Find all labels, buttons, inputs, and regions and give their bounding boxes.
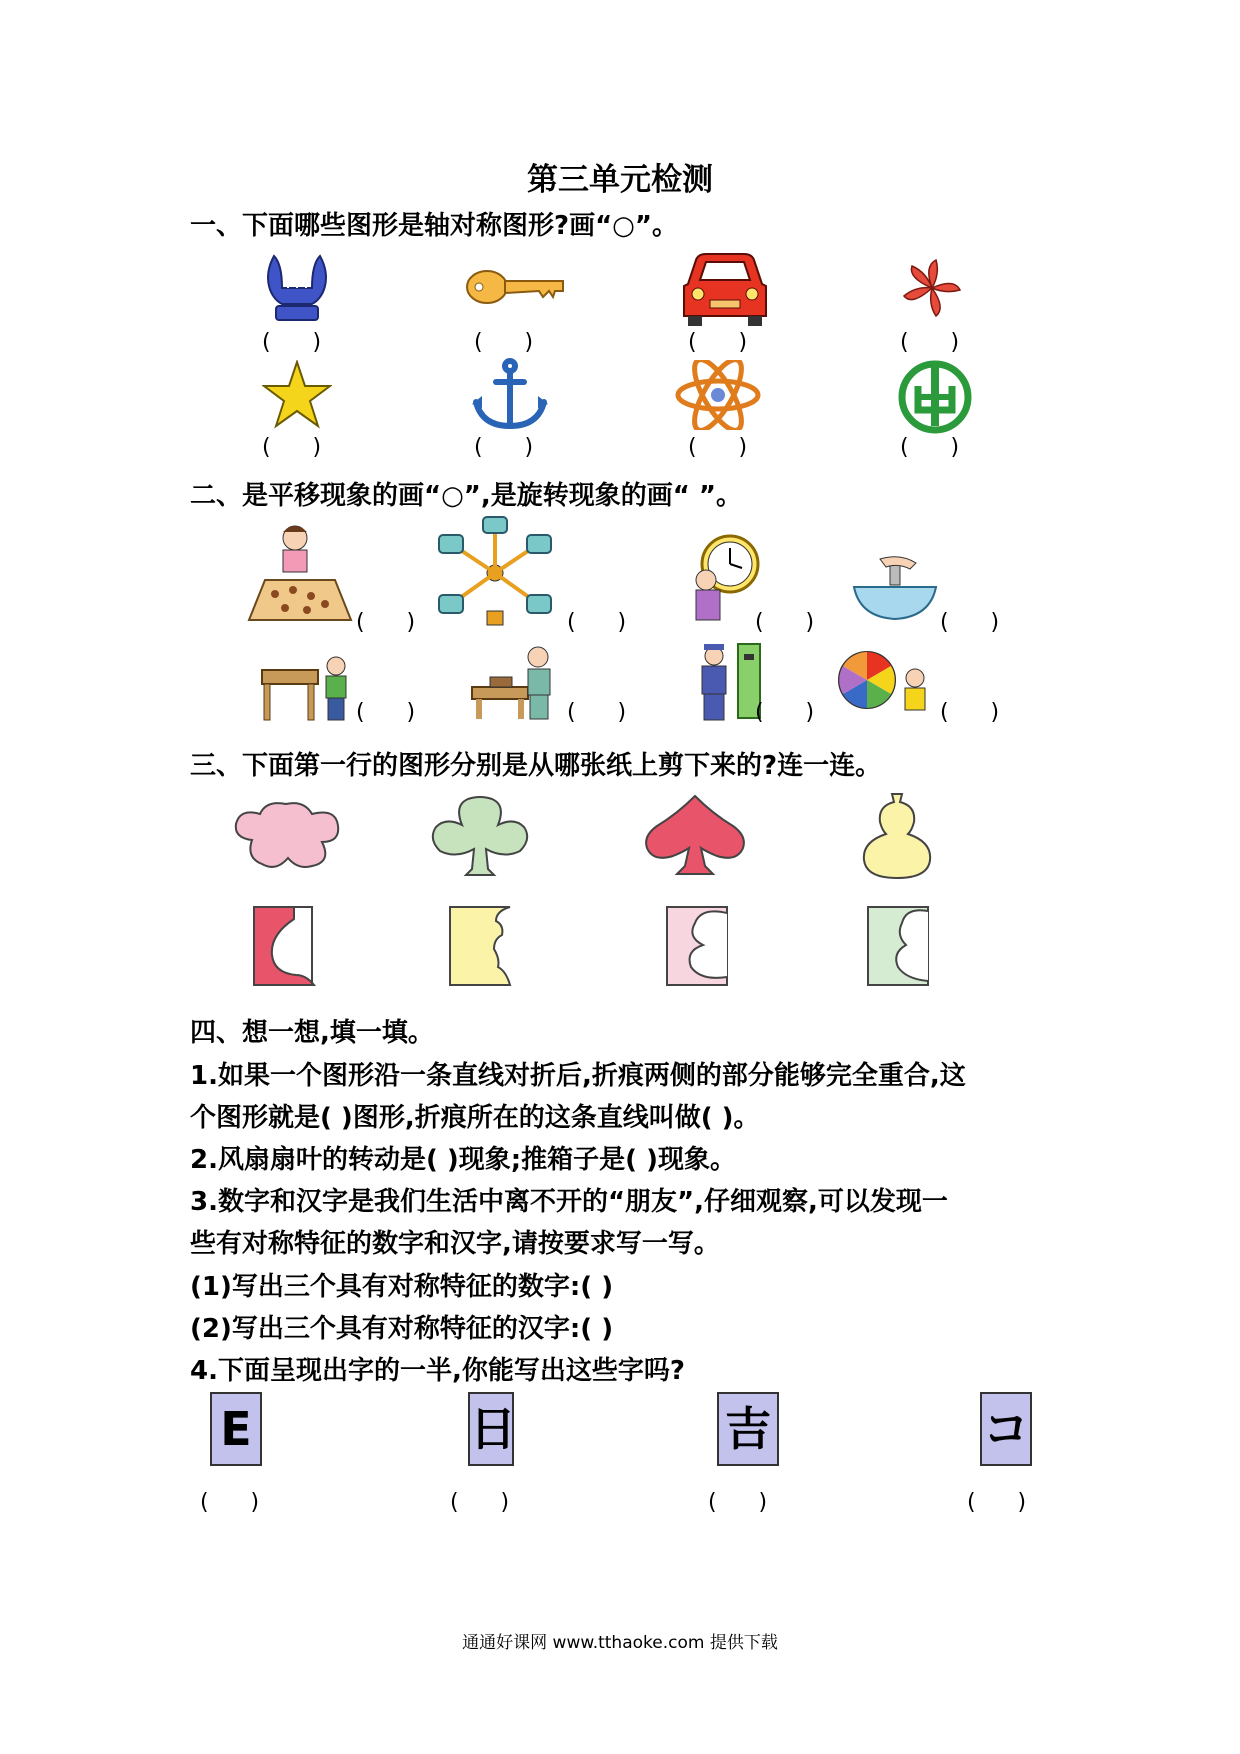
section4-heading: 四、想一想,填一填。 <box>190 1018 434 1048</box>
answer-paren[interactable]: ( ) <box>262 435 322 460</box>
footer-source: 通通好课网 www.tthaoke.com 提供下载 <box>462 1633 778 1653</box>
answer-paren[interactable]: ( ) <box>900 330 960 355</box>
half-char-box <box>468 1392 514 1466</box>
answer-paren[interactable]: ( ) <box>755 610 815 635</box>
bauhinia-icon <box>902 258 962 318</box>
lyre-icon <box>262 248 332 328</box>
answer-paren[interactable]: ( ) <box>262 330 322 355</box>
answer-paren[interactable]: ( ) <box>474 330 534 355</box>
question-3-line-1: 3.数字和汉字是我们生活中离不开的“朋友”,仔细观察,可以发现一 <box>190 1187 948 1217</box>
paper-red <box>252 905 316 987</box>
gourd-shape <box>858 790 936 882</box>
desk-push-picture <box>258 648 358 723</box>
faucet-picture <box>850 555 940 623</box>
half-char: E <box>220 1402 252 1456</box>
answer-paren[interactable]: ( ) <box>356 610 416 635</box>
answer-paren[interactable]: ( ) <box>474 435 534 460</box>
answer-paren[interactable]: ( ) <box>900 435 960 460</box>
section1-heading: 一、下面哪些图形是轴对称图形?画“○”。 <box>190 211 678 241</box>
spinning-wheel-picture <box>835 646 935 724</box>
bank-logo-icon <box>898 360 972 434</box>
paper-pink <box>665 905 729 987</box>
paper-yellow <box>448 905 512 987</box>
spade-shape <box>643 792 748 880</box>
answer-paren[interactable]: ( ) <box>967 1490 1027 1515</box>
car-icon <box>680 250 770 328</box>
chess-player-picture <box>245 520 355 625</box>
answer-paren[interactable]: ( ) <box>708 1490 768 1515</box>
answer-paren[interactable]: ( ) <box>940 700 1000 725</box>
question-1-line-2: 个图形就是( )图形,折痕所在的这条直线叫做( )。 <box>190 1103 760 1133</box>
ferris-ride-picture <box>433 515 558 630</box>
answer-paren[interactable]: ( ) <box>567 610 627 635</box>
question-2: 2.风扇扇叶的转动是( )现象;推箱子是( )现象。 <box>190 1145 737 1175</box>
answer-paren[interactable]: ( ) <box>688 435 748 460</box>
atom-icon <box>673 360 763 430</box>
paper-green <box>866 905 930 987</box>
question-3-sub-1: (1)写出三个具有对称特征的数字:( ) <box>190 1272 614 1302</box>
answer-paren[interactable]: ( ) <box>567 700 627 725</box>
answer-paren[interactable]: ( ) <box>356 700 416 725</box>
planing-wood-picture <box>468 643 563 723</box>
key-icon <box>465 265 570 309</box>
clock-picture <box>688 530 760 625</box>
answer-paren[interactable]: ( ) <box>755 700 815 725</box>
question-4: 4.下面呈现出字的一半,你能写出这些字吗? <box>190 1356 685 1386</box>
cloud-shape <box>232 800 342 872</box>
page-title: 第三单元检测 <box>527 162 713 198</box>
question-3-line-2: 些有对称特征的数字和汉字,请按要求写一写。 <box>190 1229 720 1259</box>
question-1-line-1: 1.如果一个图形沿一条直线对折后,折痕两侧的部分能够完全重合,这 <box>190 1061 966 1091</box>
half-char: 吉 <box>725 1402 771 1456</box>
answer-paren[interactable]: ( ) <box>940 610 1000 635</box>
half-char-box <box>980 1392 1032 1466</box>
answer-paren[interactable]: ( ) <box>200 1490 260 1515</box>
half-char: コ <box>983 1402 1029 1456</box>
half-char: 日 <box>470 1402 516 1456</box>
star-icon <box>262 360 332 430</box>
anchor-icon <box>470 358 550 432</box>
answer-paren[interactable]: ( ) <box>688 330 748 355</box>
half-char-box <box>717 1392 779 1466</box>
half-char-box <box>210 1392 262 1466</box>
section2-heading: 二、是平移现象的画“○”,是旋转现象的画“ ”。 <box>190 481 742 511</box>
club-shape <box>428 795 533 880</box>
question-3-sub-2: (2)写出三个具有对称特征的汉字:( ) <box>190 1314 614 1344</box>
section3-heading: 三、下面第一行的图形分别是从哪张纸上剪下来的?连一连。 <box>190 751 882 781</box>
answer-paren[interactable]: ( ) <box>450 1490 510 1515</box>
